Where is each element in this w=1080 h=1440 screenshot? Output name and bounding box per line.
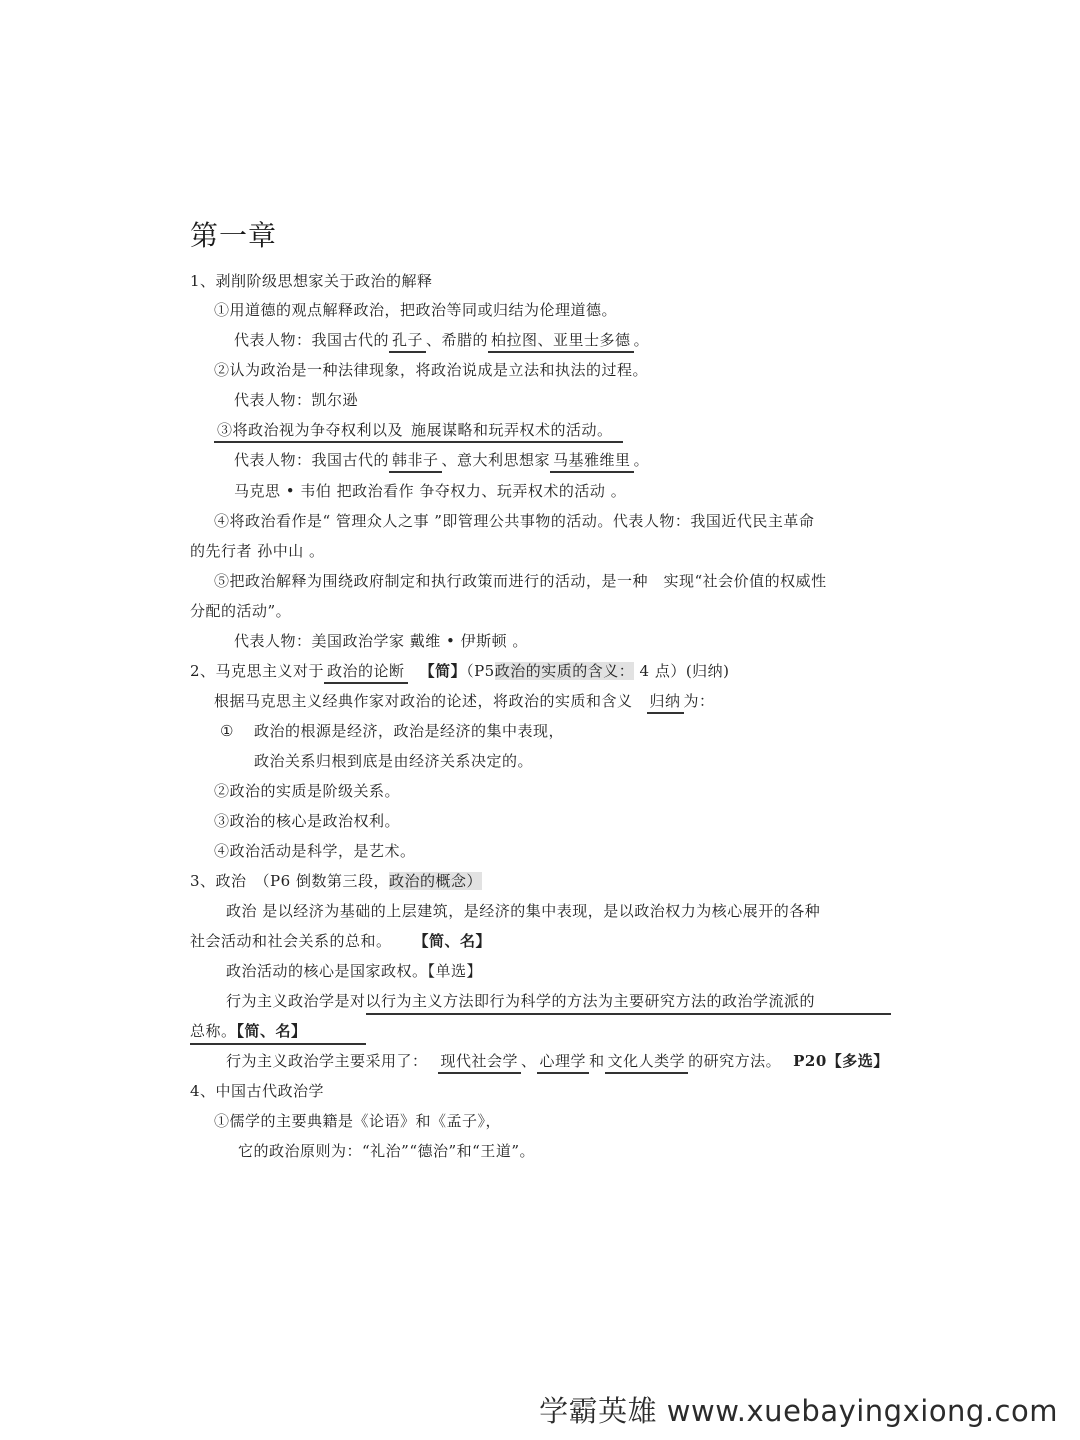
- section-3-heading: 3、政治 （P6 倒数第三段，政治的概念）: [190, 872, 482, 890]
- chapter-title: 第一章: [190, 219, 278, 252]
- page-ref: P20: [793, 1052, 827, 1070]
- underlined-name: 柏拉图、亚里士多德: [488, 331, 634, 353]
- s1-representatives-5: 代表人物：美国政治学家 戴维 • 伊斯顿 。: [234, 632, 528, 650]
- s3-core-line: 政治活动的核心是国家政权。【单选】: [226, 962, 483, 980]
- s1-point-5-line1: ⑤把政治解释为围绕政府制定和执行政策而进行的活动，是一种 实现“社会价值的权威性: [214, 572, 827, 590]
- highlighted-phrase: 政治的实质的含义：: [494, 662, 635, 680]
- s1-point-1: ①用道德的观点解释政治，把政治等同或归结为伦理道德。: [214, 301, 618, 319]
- s1-point-5-line2: 分配的活动”。: [190, 602, 292, 620]
- tag-multiple-choice: 【多选】: [826, 1052, 889, 1070]
- s4-point-1: ①儒学的主要典籍是《论语》和《孟子》，: [214, 1112, 502, 1130]
- tag-short-answer: 【简】: [419, 662, 467, 680]
- underline-rule: [366, 1013, 891, 1015]
- s1-point-4-line2: 的先行者 孙中山 。: [190, 542, 325, 560]
- s2-item-1-number: ①: [220, 722, 234, 740]
- section-4-heading: 4、中国古代政治学: [190, 1082, 325, 1100]
- s1-point-4-line1: ④将政治看作是“ 管理众人之事 ”即管理公共事物的活动。代表人物：我国近代民主革命: [214, 512, 815, 530]
- tag-short-term: 【简、名】: [413, 932, 492, 950]
- s4-point-2: 它的政治原则为：“礼治”“德治”和“王道”。: [238, 1142, 536, 1160]
- underline-rule: [190, 1043, 366, 1045]
- s3-behaviorism-line2: 总称。【简、名】: [190, 1022, 307, 1040]
- underlined-word: 现代社会学: [438, 1052, 522, 1074]
- underlined-word: 文化人类学: [605, 1052, 689, 1074]
- s2-item-1-line2: 政治关系归根到底是由经济关系决定的。: [254, 752, 534, 770]
- section-2-heading: 2、马克思主义对于 政治的论断 【简】（P5政治的实质的含义： 4 点）(归纳): [190, 661, 730, 681]
- section-1-heading: 1、剥削阶级思想家关于政治的解释: [190, 272, 433, 290]
- s2-item-2: ②政治的实质是阶级关系。: [214, 782, 401, 800]
- s2-item-1-line1: 政治的根源是经济，政治是经济的集中表现，: [254, 722, 565, 740]
- underlined-word: 归纳: [647, 692, 684, 714]
- s1-representatives-1: 代表人物：我国古代的 孔子 、希腊的 柏拉图、亚里士多德 。: [234, 330, 649, 350]
- s3-methods-line: 行为主义政治学主要采用了： 现代社会学 、 心理学 和 文化人类学 的研究方法。 P20【多选】: [226, 1051, 889, 1071]
- s2-item-4: ④政治活动是科学，是艺术。: [214, 842, 416, 860]
- s3-definition-line1: 政治 是以经济为基础的上层建筑，是经济的集中表现，是以政治权力为核心展开的各种: [226, 902, 821, 920]
- highlighted-phrase: 政治的概念）: [388, 872, 482, 890]
- underlined-name: 孔子: [389, 331, 426, 353]
- s1-representatives-3: 代表人物：我国古代的 韩非子 、意大利思想家 马基雅维里 。: [234, 450, 649, 470]
- s1-point-3: [214, 420, 623, 440]
- underlined-word: 心理学: [537, 1052, 590, 1074]
- s2-intro: 根据马克思主义经典作家对政治的论述，将政治的实质和含义 归纳 为：: [214, 691, 715, 711]
- underlined-name: 马基雅维里: [550, 451, 634, 473]
- underlined-phrase: ③将政治视为争夺权利以及 施展谋略和玩弄权术的活动。: [214, 421, 623, 443]
- s1-representatives-2: 代表人物：凯尔逊: [234, 391, 359, 409]
- s1-weber-line: 马克思 • 韦伯 把政治看作 争夺权力、玩弄权术的活动 。: [234, 482, 627, 500]
- underlined-phrase: 政治的论断: [324, 662, 408, 684]
- s3-definition-line2: 社会活动和社会关系的总和。 【简、名】: [190, 932, 492, 950]
- s1-point-2: ②认为政治是一种法律现象，将政治说成是立法和执法的过程。: [214, 361, 649, 379]
- underlined-name: 韩非子: [389, 451, 442, 473]
- s3-behaviorism-line1: 行为主义政治学是对以行为主义方法即行为科学的方法为主要研究方法的政治学流派的: [226, 992, 816, 1010]
- s2-item-3: ③政治的核心是政治权利。: [214, 812, 401, 830]
- site-watermark: 学霸英雄 www.xuebayingxiong.com: [539, 1394, 1058, 1428]
